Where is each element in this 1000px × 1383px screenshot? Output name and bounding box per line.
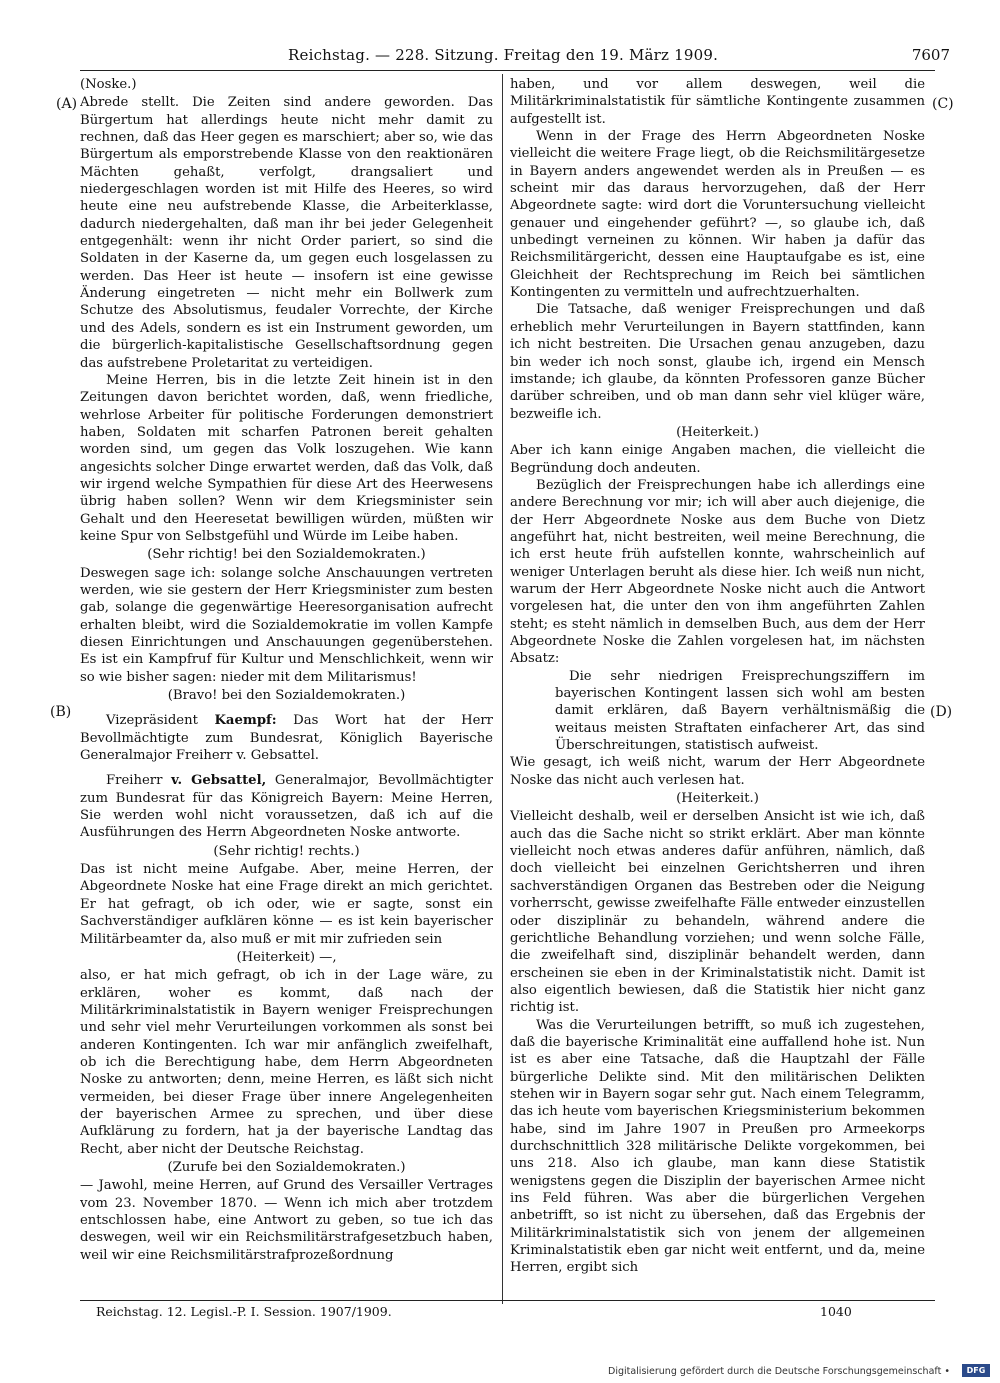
footer-sheet-number: 1040 (820, 1304, 852, 1319)
paragraph: Bezüglich der Freisprechungen habe ich allerdings eine andere Berechnung vor mir; ich will aber auch diejenige, die der Herr Abgeordnete Noske aus dem Buche von Dietz angeführt hat, nicht bestreiten, weil meine Berechnung, die ich erst heute früh aufstellen konnte, wahrscheinlich auf weniger Unterlagen beruht als diese hier. Ich weiß nun nicht, warum der Herr Abgeordnete Noske nicht auch die Antwort vorgelesen hat, die unter den von ihm angeführten Zahlen steht; es steht nämlich in demselben Buch, aus dem der Herr Abgeordnete Noske die Zahlen vorgelesen hat, im nächsten Absatz: (510, 477, 925, 667)
paragraph: also, er hat mich gefragt, ob ich in der Lage wäre, zu erklären, woher es kommt, daß nach der Militärkriminalstatistik in Bayern weniger Freisprechungen und sehr viel mehr Verurteilungen vorkommen als sonst bei anderen Kontingenten. Ich war mir anfänglich zweifelhaft, ob ich die Berechtigung habe, dem Herrn Abgeordneten Noske zu antworten; denn, meine Herren, es läßt sich nicht vermeiden, bei dieser Frage über innere Angelegenheiten der bayerischen Armee zu sprechen, und über diese Aufklärung zu fordern, hat ja der bayerische Landtag das Recht, aber nicht der Deutsche Reichstag. (80, 968, 493, 1157)
paragraph: Das ist nicht meine Aufgabe. Aber, meine Herren, der Abgeordnete Noske hat eine Frage direkt an mich gerichtet. Er hat gefragt, ob ich oder, wie er sagte, sonst ein Sachverständiger aufklären könne — es ist kein bayerischer Militärbeamter da, also muß er mit mir zufrieden sein (80, 862, 493, 947)
paragraph: Meine Herren, bis in die letzte Zeit hinein ist in den Zeitungen davon berichtet worden, daß, wenn friedliche, wehrlose Arbeiter für politische Forderungen demonstriert haben, Soldaten mit scharfen Patronen bereit gehalten worden sind, um gegen das Volk loszugehen. Wie kann angesichts solcher Dinge erwartet werden, daß das Volk, daß wir irgend welche Sympathien für diese Art des Heerwesens übrig haben sollen? Wenn wir dem Kriegsminister sein Gehalt und den Heeresetat bewilligen würden, müßten wir keine Spur von Selbstgefühl und Würde im Leibe haben. (80, 372, 493, 544)
paragraph: Deswegen sage ich: solange solche Anschauungen vertreten werden, wie sie gestern der Herr Kriegsminister zum besten gab, solange die gegenwärtige Heeresorganisation aufrecht erhalten bleibt, wird die Sozialdemokratie im vollen Kampfe diesen Einrichtungen und Anschauungen gegenüberstehen. Es ist ein Kampfruf für Kultur und Menschlichkeit, wenn wir so wie bisher sagen: nieder mit dem Militarismus! (80, 565, 493, 685)
speaker-paragraph (80, 712, 493, 764)
page-number: 7607 (911, 46, 950, 64)
speaker-paragraph (80, 772, 493, 841)
margin-letter-d: (D) (930, 704, 953, 720)
interjection: (Heiterkeit.) (676, 424, 759, 440)
interjection: (Heiterkeit.) (676, 791, 759, 807)
page-header (80, 46, 950, 70)
paragraph: Die Tatsache, daß weniger Freisprechungen und daß erheblich mehr Verurteilungen in Bayern stattfinden, kann ich nicht bestreiten. Die Ursachen genau anzugeben, dazu bin weder ich noch sonst, glaube ich, irgend ein Mensch imstande; ich glaube, da könnten Professoren ganze Bücher darüber schreiben, und ob man dann sehr viel klüger wäre, bezweifle ich. (510, 302, 925, 422)
speaker-tag: (Noske.) (80, 77, 137, 92)
paragraph: Wie gesagt, ich weiß nicht, warum der Herr Abgeordnete Noske das nicht auch verlesen hat. (510, 755, 925, 788)
dfg-logo-icon: DFG (962, 1364, 990, 1377)
interjection: (Bravo! bei den Sozialdemokraten.) (167, 688, 406, 704)
interjection: (Sehr richtig! bei den Sozialdemokraten.) (147, 547, 426, 563)
speaker-title: Freiherr (106, 773, 172, 789)
footer-session: Reichstag. 12. Legisl.-P. I. Session. 1907/1909. (96, 1304, 392, 1319)
paragraph: Abrede stellt. Die Zeiten sind andere geworden. Das Bürgertum hat allerdings heute nicht mehr damit zu rechnen, daß das Heer gegen es marschiert; aber so, wie das Bürgertum als emporstrebende Klasse von den reaktionären Mächten gehaßt, verfolgt, drangsaliert und niedergeschlagen worden ist mit Hilfe des Heeres, so wird heute eine neu aufstrebende Klasse, die Arbeiterklasse, dadurch niedergehalten, daß man ihr bei jeder Gelegenheit entgegenhält: wenn ihr nicht Order pariert, so sind die Soldaten in der Kaserne da, um gegen euch losgelassen zu werden. Das Heer ist heute — insofern ist eine gewisse Änderung eingetreten — nicht mehr ein Bollwerk zum Schutze des Absolutismus, feudaler Vorrechte, der Kirche und des Adels, sondern es ist ein Instrument geworden, um die bürgerlich-kapitalistische Gesellschaftsordnung gegen das aufstrebene Proletaritat zu verteidigen. (80, 95, 493, 371)
block-quote: Die sehr niedrigen Freisprechungsziffern im bayerischen Kontingent lassen sich wohl am besten damit erklären, daß Bayern verhältnismäßig die weitaus meisten Straftaten einfacherer Art, das sind Überschreitungen, statistisch aufweist. (555, 668, 925, 754)
left-column (80, 76, 493, 1300)
speech-text: Generalmajor, Bevollmächtigter zum Bundesrat für das Königreich Bayern: Meine Herren, Sie werden wohl nicht voraussetzen, daß ich auf die Ausführungen des Herrn Abgeordneten Noske antworte. (80, 773, 493, 841)
column-divider (502, 74, 503, 1304)
speaker-title: Vizepräsident (106, 713, 215, 729)
paragraph: Wenn in der Frage des Herrn Abgeordneten Noske vielleicht die weitere Frage liegt, ob die Reichsmilitärgesetze in Bayern anders angewendet werden als in Preußen — es scheint mir das daraus hervorzugehen, daß der Herr Abgeordnete sagte: wird dort die Voruntersuchung vielleicht genauer und eingehender geführt? —, so glaube ich, daß unbedingt verneinen zu können. Wir haben ja dafür das Reichsmilitärgericht, dessen eine Hauptaufgabe es ist, eine Gleichheit der Rechtsprechung im Reich bei sämtlichen Kontingenten zu vermitteln und aufrechtzuerhalten. (510, 129, 925, 301)
margin-letter-a: (A) (56, 96, 78, 112)
speech-text: Das Wort hat der Herr Bevollmächtigte zum Bundesrat, Königlich Bayerische Generalmajor Freiherr v. Gebsattel. (80, 713, 493, 764)
footer-rule (80, 1300, 935, 1301)
interjection: (Sehr richtig! rechts.) (213, 843, 360, 859)
margin-letter-c: (C) (932, 96, 954, 112)
speaker-name: Kaempf: (214, 713, 277, 729)
margin-letter-b: (B) (50, 704, 72, 720)
paragraph: Vielleicht deshalb, weil er derselben Ansicht ist wie ich, daß auch das die Sache nicht so strikt erklärt. Aber man könnte vielleicht noch etwas anderes dafür anführen, nämlich, daß doch vielleicht bei einzelnen Gerichtsherren und ihren sachverständigen Organen das Bestreben oder die Neigung vorherrscht, gewisse zweifelhafte Fälle entweder einzustellen oder disziplinär zu behandeln, während andere die gerichtliche Behandlung vorziehen; und wenn solche Fälle, die zweifelhaft sind, disziplinär behandelt werden, dann erscheinen sie eben in der Kriminalstatistik nicht. Damit ist also eigentlich bewiesen, daß die Statistik hier nicht ganz richtig ist. (510, 809, 925, 1016)
right-column (510, 76, 925, 1300)
paragraph: — Jawohl, meine Herren, auf Grund des Versailler Vertrages vom 23. November 1870. — Wenn ich mich aber trotzdem entschlossen habe, eine Antwort zu geben, so tue ich das deswegen, weil wir ein Reichsmilitärstrafgesetzbuch haben, weil wir eine Reichsmilitärstrafprozeßordnung (80, 1178, 493, 1263)
interjection: (Zurufe bei den Sozialdemokraten.) (167, 1159, 406, 1175)
digitization-credit: Digitalisierung gefördert durch die Deutsche Forschungsgemeinschaft • (608, 1366, 950, 1377)
speaker-name: v. Gebsattel, (171, 773, 267, 789)
header-rule (80, 70, 935, 71)
paragraph: Aber ich kann einige Angaben machen, die vielleicht die Begründung doch andeuten. (510, 443, 925, 476)
running-title: Reichstag. — 228. Sitzung. Freitag den 19. März 1909. (288, 46, 719, 64)
paragraph: Was die Verurteilungen betrifft, so muß ich zugestehen, daß die bayerische Kriminalität eine auffallend hohe ist. Nun ist es aber eine Tatsache, daß die Hauptzahl der Fälle bürgerliche Delikte sind. Mit den militärischen Delikten stehen wir in Bayern sogar sehr gut. Nach einem Telegramm, das ich heute vom bayerischen Kriegsministerium bekommen habe, sind im Jahre 1907 in Preußen pro Armeekorps durchschnittlich 328 militärische Delikte vorgekommen, bei uns 218. Also ich glaube, man kann diese Statistik wenigstens gegen die Disziplin der bayerischen Armee nicht ins Feld führen. Was aber die bürgerlichen Vergehen anbetrifft, so ist nicht zu übersehen, daß das Ergebnis der Militärkriminalstatistik sich von jenem der allgemeinen Kriminalstatistik eben gar nicht weit entfernt, und da, meine Herren, ergibt sich (510, 1017, 925, 1276)
interjection: (Heiterkeit) —, (236, 949, 337, 965)
paragraph: haben, und vor allem deswegen, weil die Militärkriminalstatistik für sämtliche Kontingente zusammen aufgestellt ist. (510, 77, 925, 127)
